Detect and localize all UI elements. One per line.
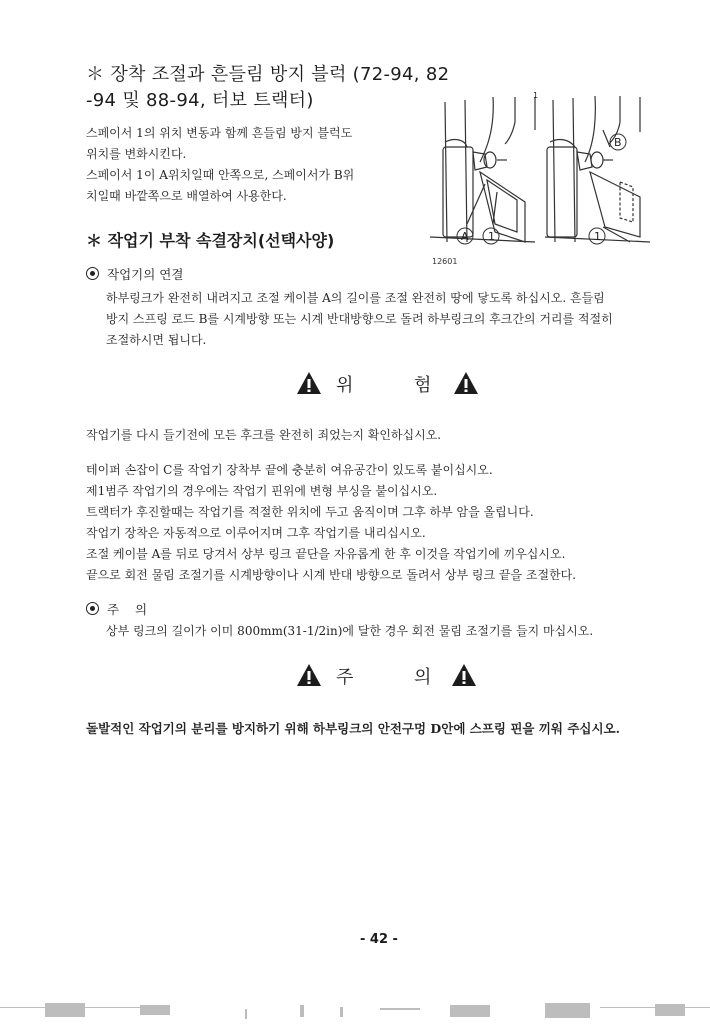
danger-line: 조절 케이블 A를 뒤로 당겨서 상부 링크 끝단을 자유롭게 한 후 이것을 작업기에 끼우십시오. bbox=[86, 547, 566, 561]
section2-line: 하부링크가 완전히 내려지고 조절 케이블 A의 길이를 조절 완전히 땅에 닿도록 하십시오. 흔들림 bbox=[106, 291, 605, 305]
section1-line: 스페이서 1이 A위치일때 안쪽으로, 스페이서가 B위 bbox=[86, 168, 355, 182]
section1-title-line2: -94 및 88-94, 터보 트랙터) bbox=[86, 90, 314, 111]
section1-paragraph bbox=[86, 123, 406, 207]
danger-steps bbox=[86, 460, 686, 586]
circled-dot-icon bbox=[86, 267, 99, 280]
circled-dot-icon bbox=[86, 602, 99, 615]
figure-label-b: B bbox=[614, 136, 622, 149]
danger-label-right: 험 bbox=[414, 375, 432, 396]
danger-line: 끝으로 회전 물림 조절기를 시계방향이나 시계 반대 방향으로 돌려서 상부 링크 끝을 조절한다. bbox=[86, 568, 577, 582]
section2-line: 조절하시면 됩니다. bbox=[106, 333, 207, 347]
caution-label-left: 주 bbox=[336, 667, 354, 688]
section1-line: 스페이서 1의 위치 변동과 함께 흔들림 방지 블럭도 bbox=[86, 126, 353, 140]
note-line: 상부 링크의 길이가 이미 800mm(31-1/2in)에 달한 경우 회전 물림 조절기를 들지 마십시오. bbox=[106, 624, 594, 638]
figure-caption: 12601 bbox=[432, 257, 458, 266]
danger-line: 테이퍼 손잡이 C를 작업기 장착부 끝에 충분히 여유공간이 있도록 붙이십시오. bbox=[86, 463, 493, 477]
figure-label-a: A bbox=[461, 230, 469, 243]
caution-line: 돌발적인 작업기의 분리를 방지하기 위해 하부링크의 안전구멍 D안에 스프링 핀을 끼워 주십시오. bbox=[86, 721, 620, 736]
warning-triangle-icon bbox=[453, 371, 479, 395]
danger-label-left: 위 bbox=[336, 375, 354, 396]
section2-bullet-title: 작업기의 연결 bbox=[107, 267, 184, 282]
section2-paragraph bbox=[106, 288, 696, 351]
coupler-drawing bbox=[425, 92, 660, 267]
warning-triangle-icon bbox=[296, 371, 322, 395]
warning-triangle-icon bbox=[296, 663, 322, 687]
section2-title: ＊ 작업기 부착 속결장치(선택사양) bbox=[86, 231, 335, 250]
figure-label-1: 1 bbox=[488, 230, 495, 243]
figure-label-1-right: 1 bbox=[594, 230, 601, 243]
danger-line-first: 작업기를 다시 들기전에 모든 후크를 완전히 죄었는지 확인하십시오. bbox=[86, 428, 442, 442]
caution-label-right: 의 bbox=[414, 667, 432, 688]
scan-noise bbox=[0, 999, 710, 1021]
section2-bullet-row bbox=[86, 265, 183, 283]
figure-label-tick: 1 bbox=[533, 92, 539, 100]
section1-line: 치일때 바깥쪽으로 배열하여 사용한다. bbox=[86, 189, 287, 203]
danger-line: 제1범주 작업기의 경우에는 작업기 핀위에 변형 부싱을 붙이십시오. bbox=[86, 484, 438, 498]
warning-triangle-icon bbox=[451, 663, 477, 687]
section1-title-line1: ＊ 장착 조절과 흔들림 방지 블럭 (72-94, 82 bbox=[86, 64, 450, 85]
section1-line: 위치를 변화시킨다. bbox=[86, 147, 187, 161]
danger-line: 작업기 장착은 자동적으로 이루어지며 그후 작업기를 내리십시오. bbox=[86, 526, 426, 540]
danger-line: 트랙터가 후진할때는 작업기를 적절한 위치에 두고 움직이며 그후 하부 암을 올립니다. bbox=[86, 505, 534, 519]
scan-edge bbox=[0, 999, 710, 1021]
note-bullet-title: 주 의 bbox=[107, 602, 148, 617]
note-bullet-row bbox=[86, 600, 147, 618]
section2-line: 방지 스프링 로드 B를 시계방향 또는 시계 반대방향으로 돌려 하부링크의 후크간의 거리를 적절히 bbox=[106, 312, 613, 326]
coupler-illustration bbox=[425, 92, 660, 267]
page-number: - 42 - bbox=[360, 932, 398, 947]
